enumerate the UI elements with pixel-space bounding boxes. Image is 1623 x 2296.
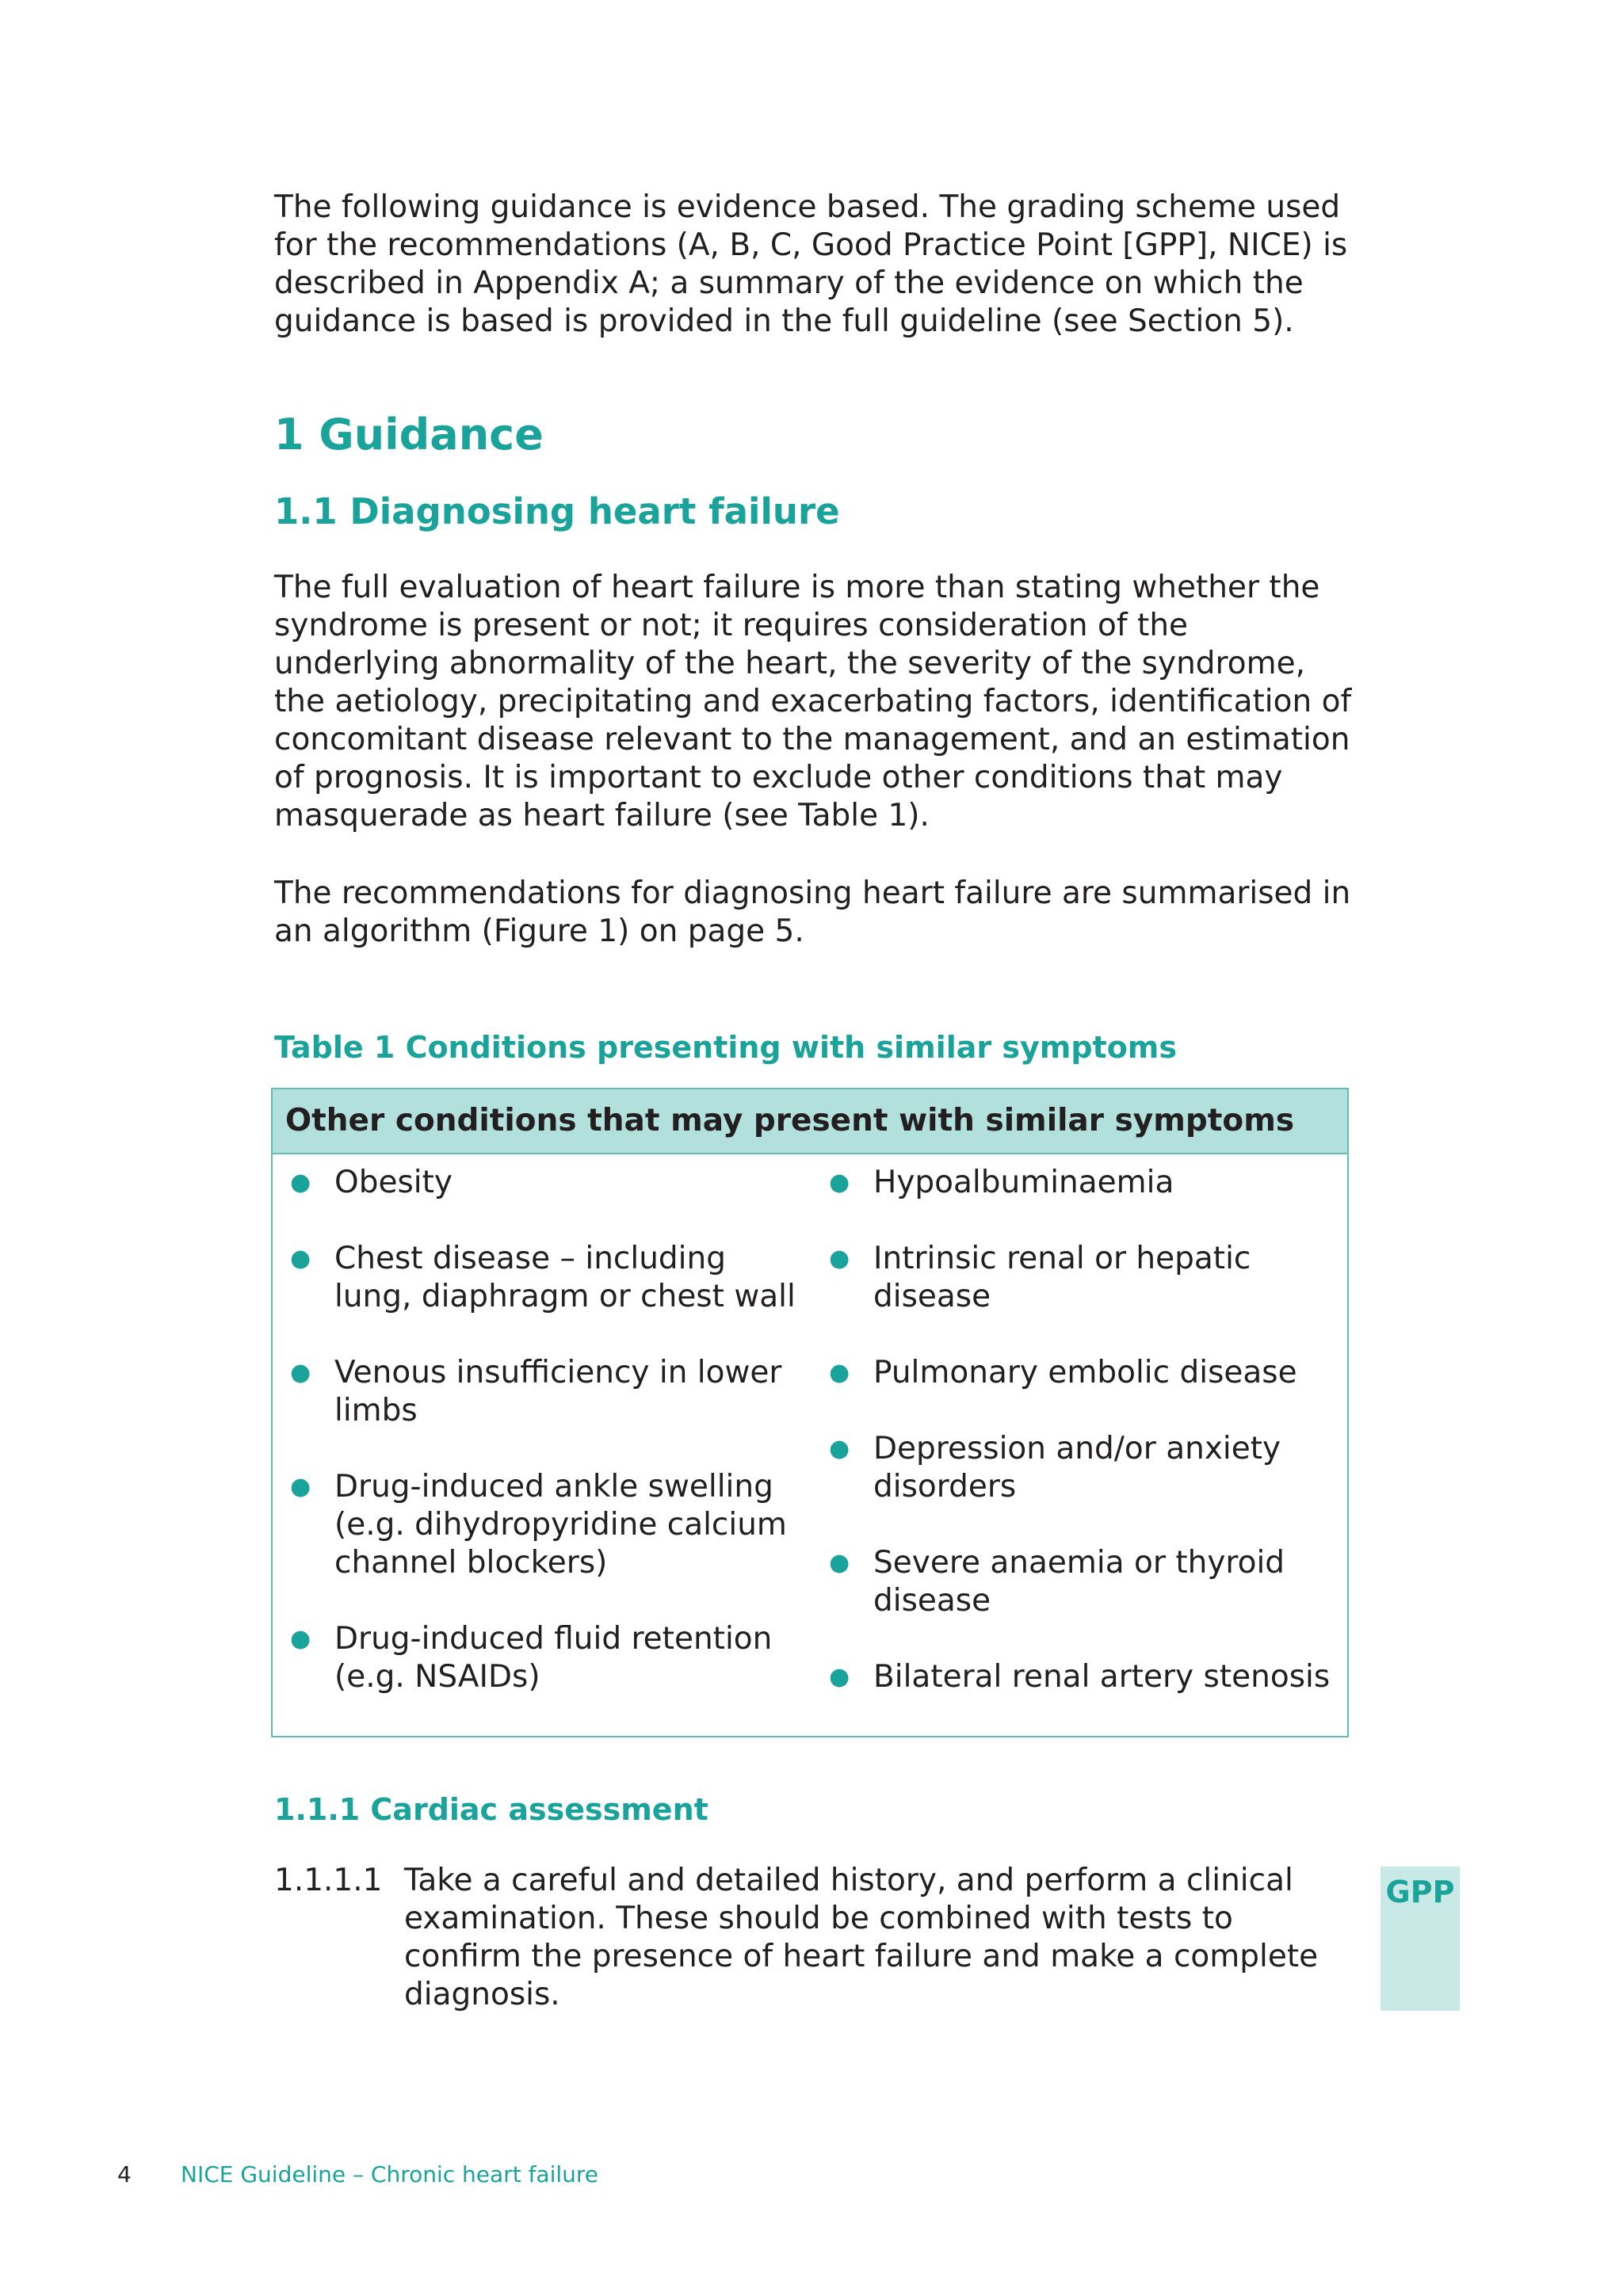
table-title: Table 1 Conditions presenting with similar symptoms <box>274 1030 1178 1065</box>
intro-paragraph: The following guidance is evidence based. The grading scheme used for the recommendations (A, B, C, Good Practice Point [GPP], NICE) is described in Appendix A; a summary of the evidence on which the guidance is based is provided in the full guideline (see Section 5). <box>274 189 1348 339</box>
bullet-icon: ● <box>290 1169 311 1196</box>
bullet-icon: ● <box>829 1549 850 1577</box>
list-item-text: Chest disease – including lung, diaphragm or chest wall <box>334 1241 796 1314</box>
list-item-text: Venous insufficiency in lower limbs <box>334 1355 782 1428</box>
grade-badge <box>1381 1867 1460 2011</box>
page-number: 4 <box>117 2161 132 2187</box>
bullet-icon: ● <box>829 1359 850 1386</box>
list-item-text: Intrinsic renal or hepatic disease <box>873 1241 1251 1314</box>
conditions-table <box>271 1088 1349 1737</box>
bullet-icon: ● <box>290 1245 311 1272</box>
list-item-text: Depression and/or anxiety disorders <box>873 1431 1281 1505</box>
list-item-text: Severe anaemia or thyroid disease <box>873 1545 1285 1619</box>
grade-label: GPP <box>1385 1875 1455 1909</box>
bullet-icon: ● <box>829 1435 850 1463</box>
footer-title: NICE Guideline – Chronic heart failure <box>181 2161 599 2187</box>
evaluation-paragraph: The full evaluation of heart failure is more than stating whether the syndrome is present or not; it requires consideration of the underlying abnormality of the heart, the severity of the syndrome, the aetiology, precipitating and exacerbating factors, identification of concomitant disease relevant to the management, and an estimation of prognosis. It is important to exclude other conditions that may masquerade as heart failure (see Table 1). <box>274 570 1352 833</box>
list-item-text: Bilateral renal artery stenosis <box>873 1659 1331 1695</box>
cardiac-assessment-heading: 1.1.1 Cardiac assessment <box>274 1792 708 1827</box>
bullet-icon: ● <box>290 1625 311 1653</box>
algorithm-paragraph: The recommendations for diagnosing heart failure are summarised in an algorithm (Figure 1) on page 5. <box>274 875 1351 949</box>
recommendation-text: Take a careful and detailed history, and perform a clinical examination. These should be combined with tests to confirm the presence of heart failure and make a complete diagnosis. <box>404 1863 1319 2012</box>
bullet-icon: ● <box>290 1359 311 1386</box>
list-item-text: Pulmonary embolic disease <box>873 1355 1297 1390</box>
recommendation-number: 1.1.1.1 <box>274 1863 383 1898</box>
list-item-text: Drug-induced fluid retention (e.g. NSAIDs) <box>334 1621 773 1695</box>
bullet-icon: ● <box>829 1663 850 1691</box>
subsection-heading: 1.1 Diagnosing heart failure <box>274 490 840 532</box>
list-item-text: Drug-induced ankle swelling (e.g. dihydropyridine calcium channel blockers) <box>334 1469 787 1581</box>
bullet-icon: ● <box>829 1169 850 1196</box>
bullet-icon: ● <box>290 1473 311 1501</box>
section-heading: 1 Guidance <box>274 410 544 460</box>
list-item-text: Hypoalbuminaemia <box>873 1165 1174 1200</box>
list-item-text: Obesity <box>334 1165 453 1200</box>
table-header: Other conditions that may present with similar symptoms <box>273 1089 1347 1154</box>
bullet-icon: ● <box>829 1245 850 1272</box>
